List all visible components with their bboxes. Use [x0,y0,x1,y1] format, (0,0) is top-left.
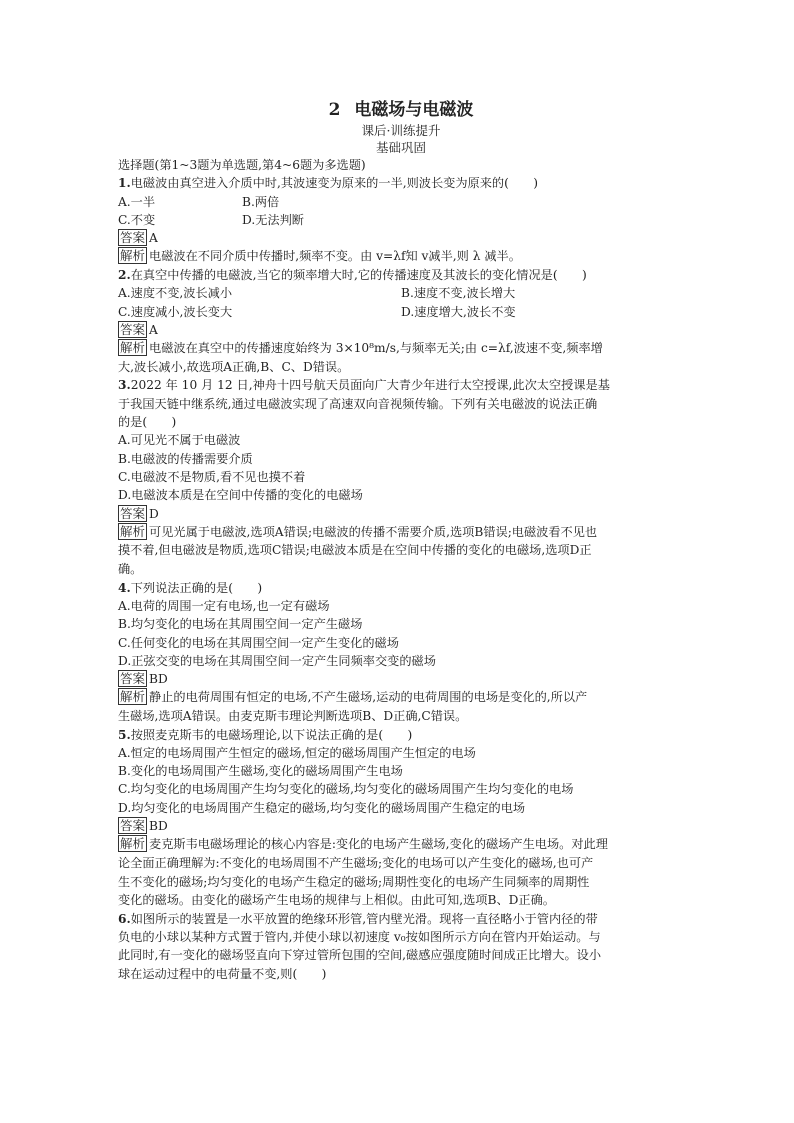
option-a: A.一半 [118,194,156,209]
analysis-continuation: 大,波长减小,故选项A正确,B、C、D错误。 [118,359,350,374]
answer-value: BD [149,672,168,687]
analysis-continuation: 生磁场,选项A错误。由麦克斯韦理论判断选项B、D正确,C错误。 [118,708,468,723]
option-a: A.速度不变,波长减小 [118,286,233,301]
analysis-tag: 解析 [120,248,146,264]
analysis-tag: 解析 [120,340,146,356]
question-text: 如图所示的装置是一水平放置的绝缘环形管,管内壁光滑。现将一直径略小于管内径的带 [130,911,598,926]
question-1-analysis [118,247,684,266]
analysis-tag: 解析 [120,523,146,539]
option-d: D.均匀变化的电场周围产生稳定的磁场,均匀变化的磁场周围产生稳定的电场 [118,800,526,815]
analysis-text: 可见光属于电磁波,选项A错误;电磁波的传播不需要介质,选项B错误;电磁波看不见也 [149,524,598,539]
analysis-continuation: 摸不着,但电磁波是物质,选项C错误;电磁波本质是在空间中传播的变化的电磁场,选项D正 [118,543,592,558]
answer-tag: 答案 [120,321,146,337]
question-5-analysis [118,835,684,854]
question-5-stem [118,726,684,744]
question-2-answer [118,321,684,339]
option-d: D.正弦交变的电场在其周围空间一定产生同频率交变的磁场 [118,653,436,668]
question-text: 2022 年 10 月 12 日,神舟十四号航天员面向广大青少年进行太空授课,此次太空授课是基 [130,378,610,393]
question-text: 在真空中传播的电磁波,当它的频率增大时,它的传播速度及其波长的变化情况是( ) [130,268,587,283]
question-3-answer [118,505,684,523]
question-6-stem [118,910,684,928]
analysis-tag: 解析 [120,836,146,852]
analysis-continuation: 生不变化的磁场;均匀变化的电场产生稳定的磁场;周期性变化的电场产生同频率的周期性 [118,874,590,889]
answer-value: A [149,231,158,246]
question-2-analysis [118,339,684,358]
answer-tag: 答案 [120,505,146,521]
question-text-continuation: 球在运动过程中的电荷量不变,则( ) [118,966,327,981]
question-text: 电磁波由真空进入介质中时,其波速变为原来的一半,则波长变为原来的( ) [130,176,538,191]
answer-value: BD [149,819,168,834]
question-3-stem [118,376,684,394]
question-1-answer [118,229,684,247]
question-2-stem [118,266,684,284]
analysis-continuation: 论全面正确理解为:不变化的电场周围不产生磁场;变化的电场可以产生变化的磁场,也可产 [118,855,594,870]
answer-tag: 答案 [120,818,146,834]
option-a: A.电荷的周围一定有电场,也一定有磁场 [118,598,330,613]
analysis-text: 电磁波在不同介质中传播时,频率不变。由 v=λf知 v减半,则 λ 减半。 [149,249,521,264]
question-number: 3. [118,378,131,393]
question-3-analysis [118,523,684,542]
question-number: 2. [118,268,131,283]
answer-value: D [149,506,159,521]
option-a: A.恒定的电场周围产生恒定的磁场,恒定的磁场周围产生恒定的电场 [118,745,476,760]
analysis-text: 静止的电荷周围有恒定的电场,不产生磁场,运动的电荷周围的电场是变化的,所以产 [149,690,588,705]
option-d: D.无法判断 [242,212,304,227]
question-text: 按照麦克斯韦的电磁场理论,以下说法正确的是( ) [130,727,413,742]
analysis-text: 电磁波在真空中的传播速度始终为 3×10⁸m/s,与频率无关;由 c=λf,波速不变,频率增 [149,341,603,356]
question-4-stem [118,579,684,597]
option-c: C.任何变化的电场在其周围空间一定产生变化的磁场 [118,635,399,650]
section-number: 2 [328,100,341,120]
answer-value: A [149,322,158,337]
option-b: B.均匀变化的电场在其周围空间一定产生磁场 [118,617,363,632]
question-4-answer [118,670,684,688]
question-text-continuation: 的是( ) [118,415,177,430]
question-text-continuation: 此同时,有一变化的磁场竖直向下穿过管所包围的空间,磁感应强度随时间成正比增大。设小 [118,948,602,963]
option-a: A.可见光不属于电磁波 [118,433,241,448]
option-b: B.电磁波的传播需要介质 [118,451,253,466]
document-page [118,98,684,983]
option-c: C.电磁波不是物质,看不见也摸不着 [118,469,306,484]
question-4-analysis [118,688,684,707]
option-c: C.速度减小,波长变大 [118,304,233,319]
question-text-continuation: 于我国天链中继系统,通过电磁波实现了高速双向音视频传输。下列有关电磁波的说法正确 [118,396,598,411]
subtitle: 课后·训练提升 [361,123,441,138]
option-b: B.速度不变,波长增大 [401,286,516,301]
section-title [118,98,684,122]
answer-tag: 答案 [120,230,146,246]
question-1-options [118,193,684,230]
option-b: B.变化的电场周围产生磁场,变化的磁场周围产生电场 [118,764,403,779]
analysis-continuation: 确。 [118,562,143,577]
analysis-tag: 解析 [120,689,146,705]
option-d: D.速度增大,波长不变 [401,304,516,319]
question-number: 5. [118,727,131,742]
section-title-text: 电磁场与电磁波 [354,100,474,120]
level-heading: 基础巩固 [375,140,426,155]
question-number: 4. [118,580,131,595]
answer-tag: 答案 [120,671,146,687]
option-c: C.均匀变化的电场周围产生均匀变化的磁场,均匀变化的磁场周围产生均匀变化的电场 [118,782,574,797]
question-2-options [118,284,684,321]
analysis-text: 麦克斯韦电磁场理论的核心内容是:变化的电场产生磁场,变化的磁场产生电场。对此理 [149,837,608,852]
question-text-continuation: 负电的小球以某种方式置于管内,并使小球以初速度 v₀按如图所示方向在管内开始运动。与 [118,930,601,945]
option-c: C.不变 [118,212,156,227]
option-d: D.电磁波本质是在空间中传播的变化的电磁场 [118,488,363,503]
question-5-answer [118,817,684,835]
analysis-continuation: 变化的磁场。由变化的磁场产生电场的规律与上相似。由此可知,选项B、D正确。 [118,893,555,908]
question-text: 下列说法正确的是( ) [130,580,263,595]
question-1-stem [118,174,684,192]
question-number: 1. [118,176,131,191]
option-b: B.两倍 [242,194,280,209]
instructions: 选择题(第1~3题为单选题,第4~6题为多选题) [118,158,366,172]
question-number: 6. [118,911,131,926]
